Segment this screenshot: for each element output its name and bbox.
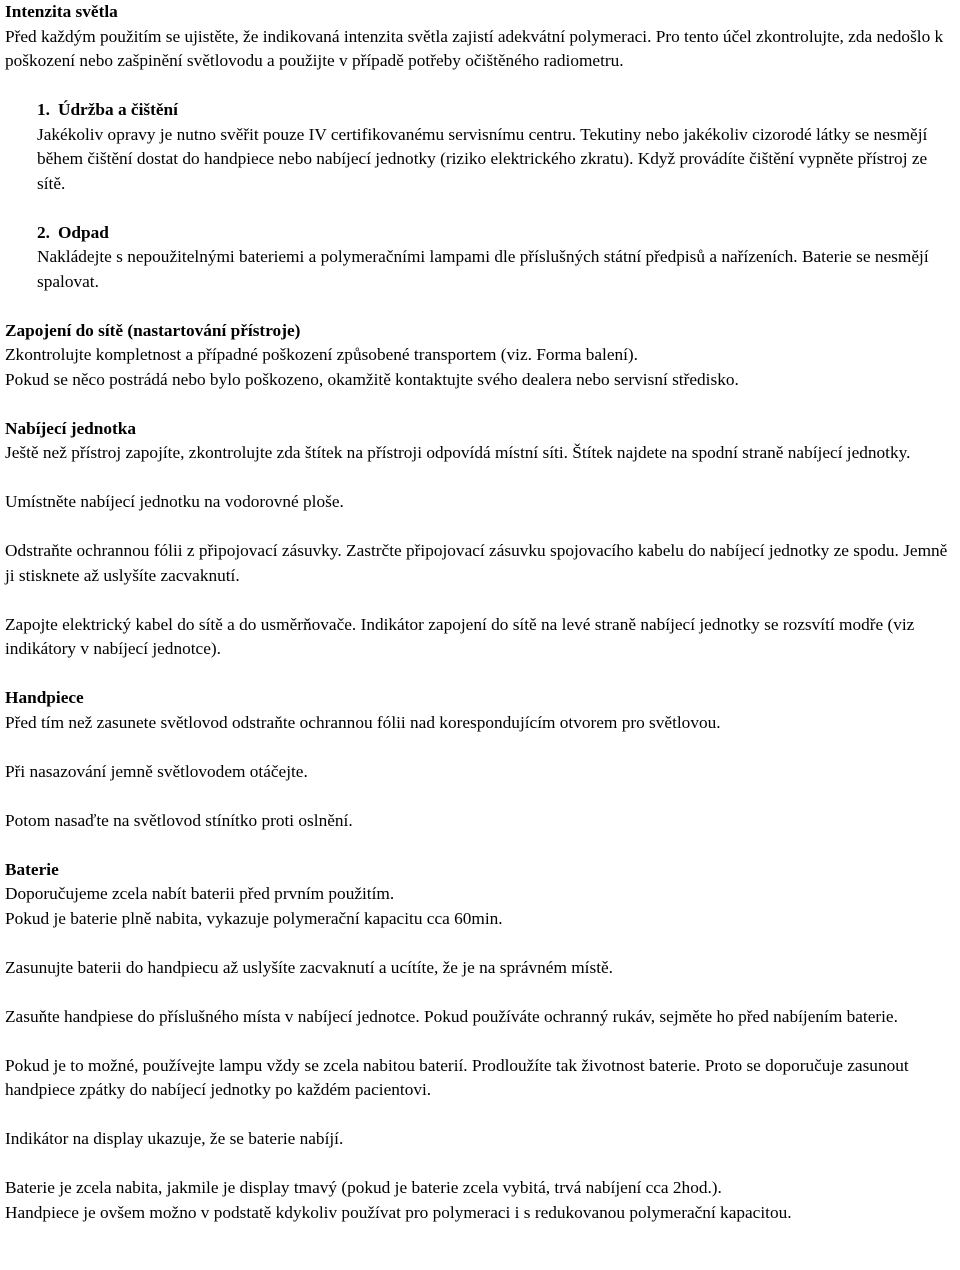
section-charging-unit <box>5 417 956 662</box>
section-heading: Intenzita světla <box>5 2 118 21</box>
section-battery <box>5 858 956 1226</box>
paragraph: Pokud se něco postrádá nebo bylo poškozeno, okamžitě kontaktujte svého dealera nebo servisní středisko. <box>5 369 739 389</box>
paragraph: Před každým použitím se ujistěte, že indikovaná intenzita světla zajistí adekvátní polymeraci. Pro tento účel zkontrolujte, zda nedošlo k poškození nebo zašpinění světlovodu a použijte v případě potřeby očištěného radiometru. <box>5 26 944 70</box>
section-heading: Handpiece <box>5 688 84 707</box>
paragraph: Zapojte elektrický kabel do sítě a do usměrňovače. Indikátor zapojení do sítě na levé straně nabíjecí jednotky se rozsvítí modře (viz indikátory v nabíjecí jednotce). <box>5 614 915 658</box>
paragraph: Doporučujeme zcela nabít baterii před prvním použitím. <box>5 884 395 903</box>
spacer <box>5 588 956 613</box>
spacer <box>5 1103 956 1128</box>
paragraph: Nakládejte s nepoužitelnými bateriemi a polymeračními lampami dle příslušných státní předpisů a nařízeních. Baterie se nesmějí spalovat. <box>37 247 929 291</box>
spacer <box>5 833 956 858</box>
section-heading: Nabíjecí jednotka <box>5 418 137 438</box>
item-number: 2. <box>37 222 50 242</box>
section-light-intensity <box>5 0 956 74</box>
paragraph: Potom nasaďte na světlovod stínítko proti oslnění. <box>5 810 353 830</box>
section-mains-connection <box>5 319 956 393</box>
paragraph: Ještě než přístroj zapojíte, zkontrolujte zda štítek na přístroji odpovídá místní síti. Štítek najdete na spodní straně nabíjecí jednotky. <box>5 443 911 462</box>
spacer <box>5 294 956 319</box>
spacer <box>5 392 956 417</box>
paragraph: Před tím než zasunete světlovod odstraňte ochrannou fólii nad korespondujícím otvorem pro světlovou. <box>5 712 721 732</box>
numbered-heading <box>37 221 956 246</box>
spacer <box>5 735 956 760</box>
paragraph: Indikátor na display ukazuje, že se baterie nabíjí. <box>5 1129 344 1148</box>
section-heading: Odpad <box>57 222 109 242</box>
paragraph: Pokud je baterie plně nabita, vykazuje polymerační kapacitu cca 60min. <box>5 908 503 928</box>
section-heading: Baterie <box>5 859 59 879</box>
spacer <box>5 662 956 687</box>
paragraph: Jakékoliv opravy je nutno svěřit pouze IV certifikovanému servisnímu centru. Tekutiny nebo jakékoliv cizorodé látky se nesmějí během čištění dostat do handpiece nebo nabíjecí jednotky (riziko elektrického zkratu). Když provádíte čištění vypněte přístroj ze sítě. <box>37 124 928 193</box>
spacer <box>5 931 956 956</box>
paragraph: Při nasazování jemně světlovodem otáčejte. <box>5 761 308 781</box>
spacer <box>5 466 956 491</box>
paragraph: Odstraňte ochrannou fólii z připojovací zásuvky. Zastrčte připojovací zásuvku spojovacího kabelu do nabíjecí jednotky ze spodu. Jemně ji stisknete až uslyšíte zacvaknutí. <box>5 541 948 585</box>
paragraph: Zasuňte handpiese do příslušného místa v nabíjecí jednotce. Pokud používáte ochranný rukáv, sejměte ho před nabíjením baterie. <box>5 1006 898 1026</box>
item-number: 1. <box>37 100 50 119</box>
paragraph: Zasunujte baterii do handpiecu až uslyšíte zacvaknutí a ucítíte, že je na správném místě. <box>5 957 613 977</box>
section-heading: Údržba a čištění <box>57 100 178 119</box>
section-maintenance <box>5 98 956 196</box>
paragraph: Handpiece je ovšem možno v podstatě kdykoliv používat pro polymeraci i s redukovanou polymerační kapacitou. <box>5 1202 792 1222</box>
paragraph: Pokud je to možné, používejte lampu vždy se zcela nabitou baterií. Prodloužíte tak životnost baterie. Proto se doporučuje zasunout handpiece zpátky do nabíjecí jednotky po každém pacientovi. <box>5 1055 909 1099</box>
section-handpiece <box>5 686 956 833</box>
spacer <box>5 784 956 809</box>
spacer <box>5 1029 956 1054</box>
numbered-heading <box>37 98 956 123</box>
section-heading: Zapojení do sítě (nastartování přístroje) <box>5 320 301 340</box>
section-waste <box>5 221 956 295</box>
spacer <box>5 980 956 1005</box>
spacer <box>5 515 956 540</box>
spacer <box>5 196 956 221</box>
paragraph: Baterie je zcela nabita, jakmile je display tmavý (pokud je baterie zcela vybitá, trvá nabíjení cca 2hod.). <box>5 1178 722 1197</box>
paragraph: Zkontrolujte kompletnost a případné poškození způsobené transportem (viz. Forma balení). <box>5 345 639 364</box>
spacer <box>5 74 956 99</box>
paragraph: Umístněte nabíjecí jednotku na vodorovné ploše. <box>5 492 344 511</box>
spacer <box>5 1152 956 1177</box>
